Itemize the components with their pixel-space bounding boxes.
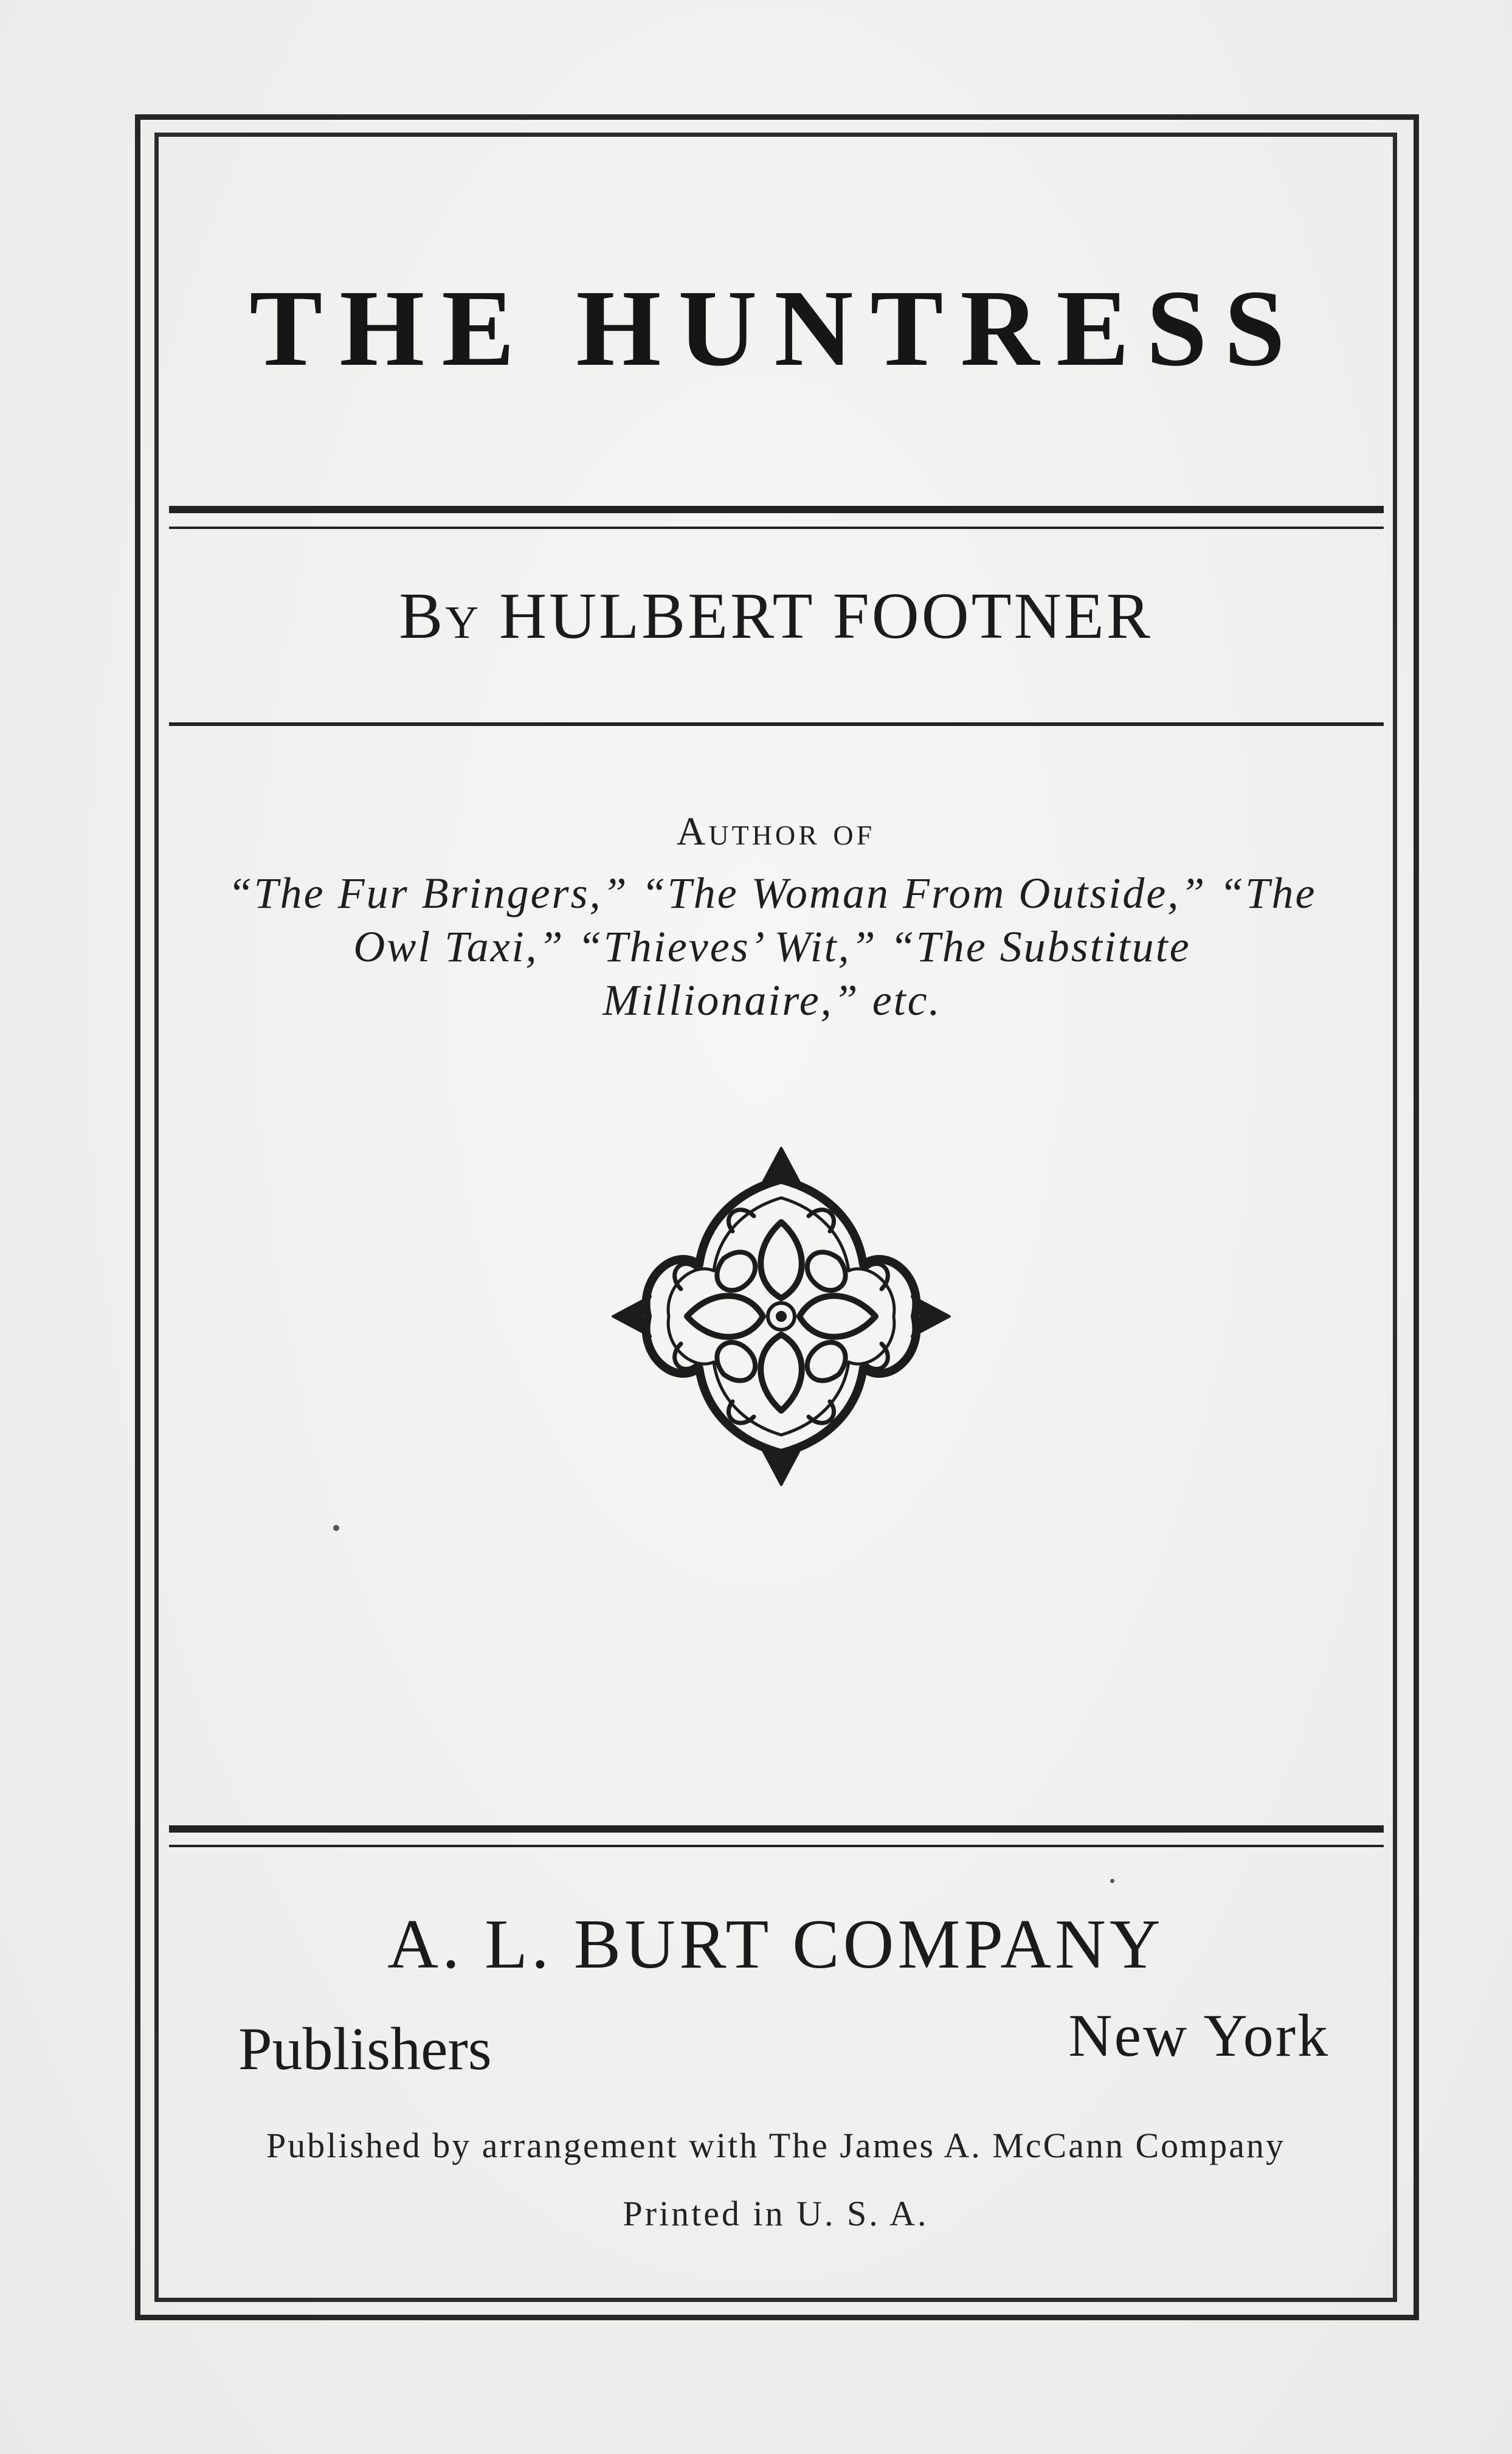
works-line: Millionaire,” etc. — [602, 976, 942, 1025]
paper-speck — [1110, 1879, 1114, 1883]
works-line: “The Fur Bringers,” “The Woman From Outside,” “The — [227, 869, 1317, 918]
arrangement-note: Published by arrangement with The James A. McCann Company — [266, 2126, 1286, 2165]
quatrefoil-ornament-icon — [608, 1143, 954, 1490]
book-title: THE HUNTRESS — [249, 268, 1302, 389]
publisher-rule-thick — [169, 1825, 1384, 1833]
byline — [154, 580, 1397, 652]
works-line: Owl Taxi,” “Thieves’ Wit,” “The Substitute — [353, 922, 1191, 971]
author-name: HULBERT FOOTNER — [499, 580, 1153, 652]
author-of-label: Author of — [676, 809, 875, 854]
byline-rule — [169, 722, 1384, 726]
title-rule-thick — [169, 506, 1384, 513]
title-rule-thin — [169, 527, 1384, 529]
paper-speck — [333, 1525, 339, 1531]
publisher-name: A. L. BURT COMPANY — [387, 1906, 1164, 1983]
printed-in-note: Printed in U. S. A. — [623, 2194, 929, 2233]
byline-by: By — [399, 580, 482, 652]
publisher-rule-thin — [169, 1845, 1384, 1847]
other-works-list — [195, 866, 1350, 1027]
publisher-city: New York — [1068, 2002, 1330, 2069]
publishers-label: Publishers — [238, 2015, 492, 2082]
